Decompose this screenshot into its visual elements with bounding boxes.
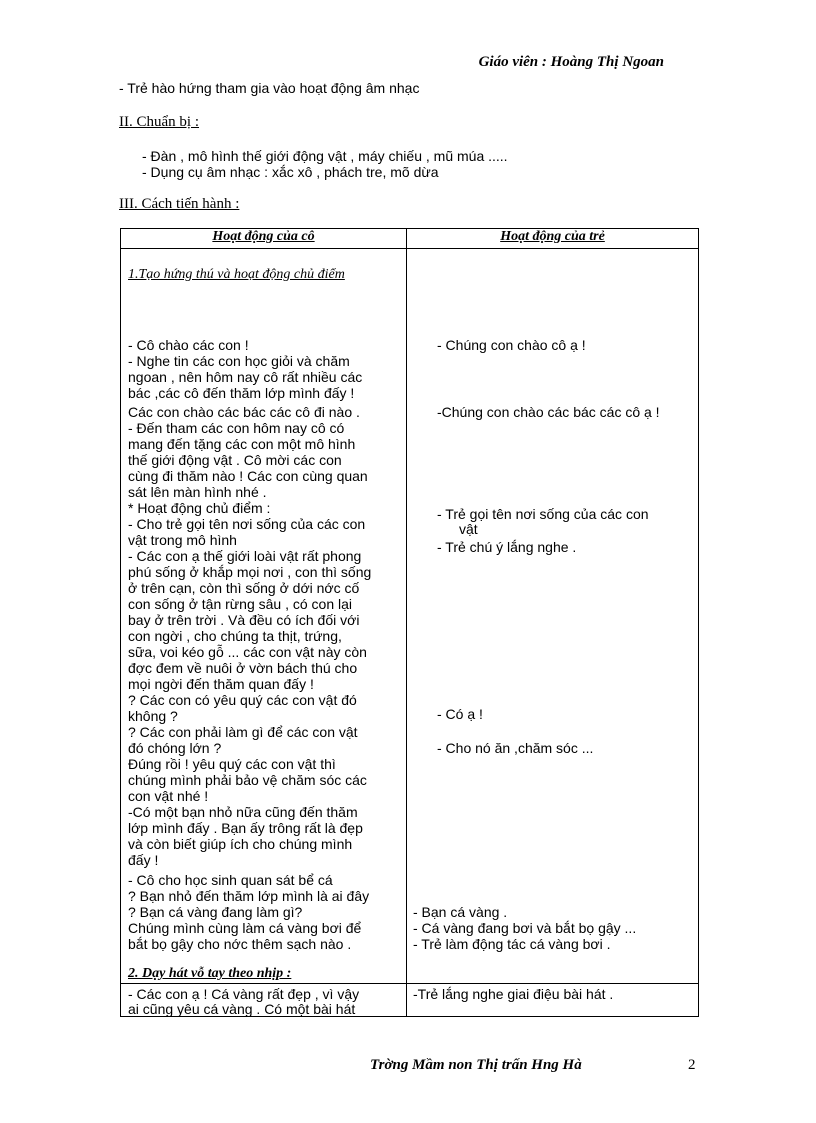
- text-line: - Cá vàng đang bơi và bắt bọ gậy ...: [413, 920, 637, 936]
- text-line: thế giới động vật . Cô mời các con: [128, 452, 342, 468]
- prep-item: - Dụng cụ âm nhạc : xắc xô , phách tre, mõ dừa: [142, 164, 439, 180]
- text-line: phú sống ở khắp mọi nơi , con thì sống: [128, 564, 372, 580]
- text-line: sữa, voi kéo gỗ ... các con vật này còn: [128, 644, 367, 660]
- teacher-activity-cell: [121, 249, 407, 984]
- text-line: - Trẻ làm động tác cá vàng bơi .: [413, 936, 611, 952]
- header-teacher-activity: Hoạt động của cô: [121, 229, 407, 249]
- text-line: * Hoạt động chủ điểm :: [128, 500, 271, 516]
- text-line: - Cho trẻ gọi tên nơi sống của các con: [128, 516, 366, 532]
- text-line: Các con chào các bác các cô đi nào .: [128, 404, 360, 420]
- text-line: - Các con ạ ! Cá vàng rất đẹp , vì vậy: [128, 986, 360, 1002]
- text-line: con sống ở tận rừng sâu , có con lại: [128, 596, 353, 612]
- teacher-header: Giáo viên : Hoàng Thị Ngoan: [478, 54, 664, 70]
- text-line: bay ở trên trời . Và đều có ích đối với: [128, 612, 360, 628]
- text-line: chúng mình phải bảo vệ chăm sóc các: [128, 772, 367, 788]
- text-line: - Các con ạ thế giới loài vật rất phong: [128, 548, 362, 564]
- section-3-title: III. Cách tiến hành :: [119, 196, 240, 212]
- text-line: Đúng rồi ! yêu quý các con vật thì: [128, 756, 336, 772]
- text-line: ở trên cạn, còn thì sống ở dới nớc cố: [128, 580, 360, 596]
- section-2-title: II. Chuẩn bị :: [119, 114, 199, 130]
- text-line: mang đến tặng các con một mô hình: [128, 436, 356, 452]
- text-line: -Chúng con chào các bác các cô ạ !: [437, 404, 660, 420]
- text-line: - Có ạ !: [437, 706, 483, 722]
- text-line: bắt bọ gậy cho nớc thêm sạch nào .: [128, 936, 352, 952]
- text-line: đợc đem về nuôi ở vờn bách thú cho: [128, 660, 358, 676]
- text-line: đấy !: [128, 852, 159, 868]
- prep-item: - Đàn , mô hình thế giới động vật , máy chiếu , mũ múa .....: [142, 148, 508, 164]
- teacher-activity-cell-2: [121, 984, 407, 1017]
- text-line: ? Bạn cá vàng đang làm gì?: [128, 904, 303, 920]
- text-line: - Chúng con chào cô ạ !: [437, 337, 586, 353]
- text-line: Chúng mình cùng làm cá vàng bơi để: [128, 920, 362, 936]
- text-line: - Cho nó ăn ,chăm sóc ...: [437, 740, 594, 756]
- text-line: con vật nhé !: [128, 788, 209, 804]
- text-line: mọi ngời đến thăm quan đấy !: [128, 676, 314, 692]
- page-number: 2: [688, 1057, 696, 1073]
- part2-title: 2. Dạy hát vỗ tay theo nhịp :: [128, 966, 292, 981]
- text-line: ? Các con có yêu quý các con vật đó: [128, 692, 357, 708]
- part1-title: 1.Tạo hứng thú và hoạt động chủ điểm: [128, 267, 345, 282]
- child-activity-cell: [407, 249, 699, 984]
- text-line: - Nghe tin các con học giỏi và chăm: [128, 353, 350, 369]
- activity-table: [120, 228, 699, 1017]
- text-line: - Trẻ chú ý lắng nghe .: [437, 539, 577, 555]
- text-line: - Bạn cá vàng .: [413, 904, 508, 920]
- text-line: đó chóng lớn ?: [128, 740, 222, 756]
- text-line: - Cô chào các con !: [128, 337, 249, 353]
- text-line: không ?: [128, 708, 178, 724]
- text-line: -Trẻ lắng nghe giai điệu bài hát .: [413, 986, 614, 1002]
- text-line: ai cũng yêu cá vàng . Có một bài hát: [128, 1001, 356, 1017]
- text-line: vật trong mô hình: [128, 532, 237, 548]
- text-line: lớp mình đấy . Bạn ấy trông rất là đẹp: [128, 820, 363, 836]
- text-line: ? Bạn nhỏ đến thăm lớp mình là ai đây: [128, 888, 370, 904]
- text-line: ? Các con phải làm gì để các con vật: [128, 724, 358, 740]
- text-line: ngoan , nên hôm nay cô rất nhiều các: [128, 369, 363, 385]
- text-line: - Cô cho học sinh quan sát bể cá: [128, 872, 333, 888]
- text-line: - Trẻ gọi tên nơi sống của các con: [437, 506, 649, 522]
- text-line: cùng đi thăm nào ! Các con cùng quan: [128, 468, 368, 484]
- header-child-activity: Hoạt động của trẻ: [407, 229, 699, 249]
- text-line: và còn biết giúp ích cho chúng mình: [128, 836, 353, 852]
- text-line: - Đến tham các con hôm nay cô có: [128, 420, 345, 436]
- intro-line: - Trẻ hào hứng tham gia vào hoạt động âm nhạc: [119, 80, 420, 96]
- child-activity-cell-2: [407, 984, 699, 1017]
- text-line: bác ,các cô đến thăm lớp mình đấy !: [128, 385, 355, 401]
- text-line: con ngời , cho chúng ta thịt, trứng,: [128, 628, 342, 644]
- footer-school: Trờng Mầm non Thị trấn Hng Hà: [370, 1057, 582, 1073]
- text-line: sát lên màn hình nhé .: [128, 484, 267, 500]
- text-line: vật: [459, 521, 478, 537]
- text-line: -Có một bạn nhỏ nữa cũng đến thăm: [128, 804, 358, 820]
